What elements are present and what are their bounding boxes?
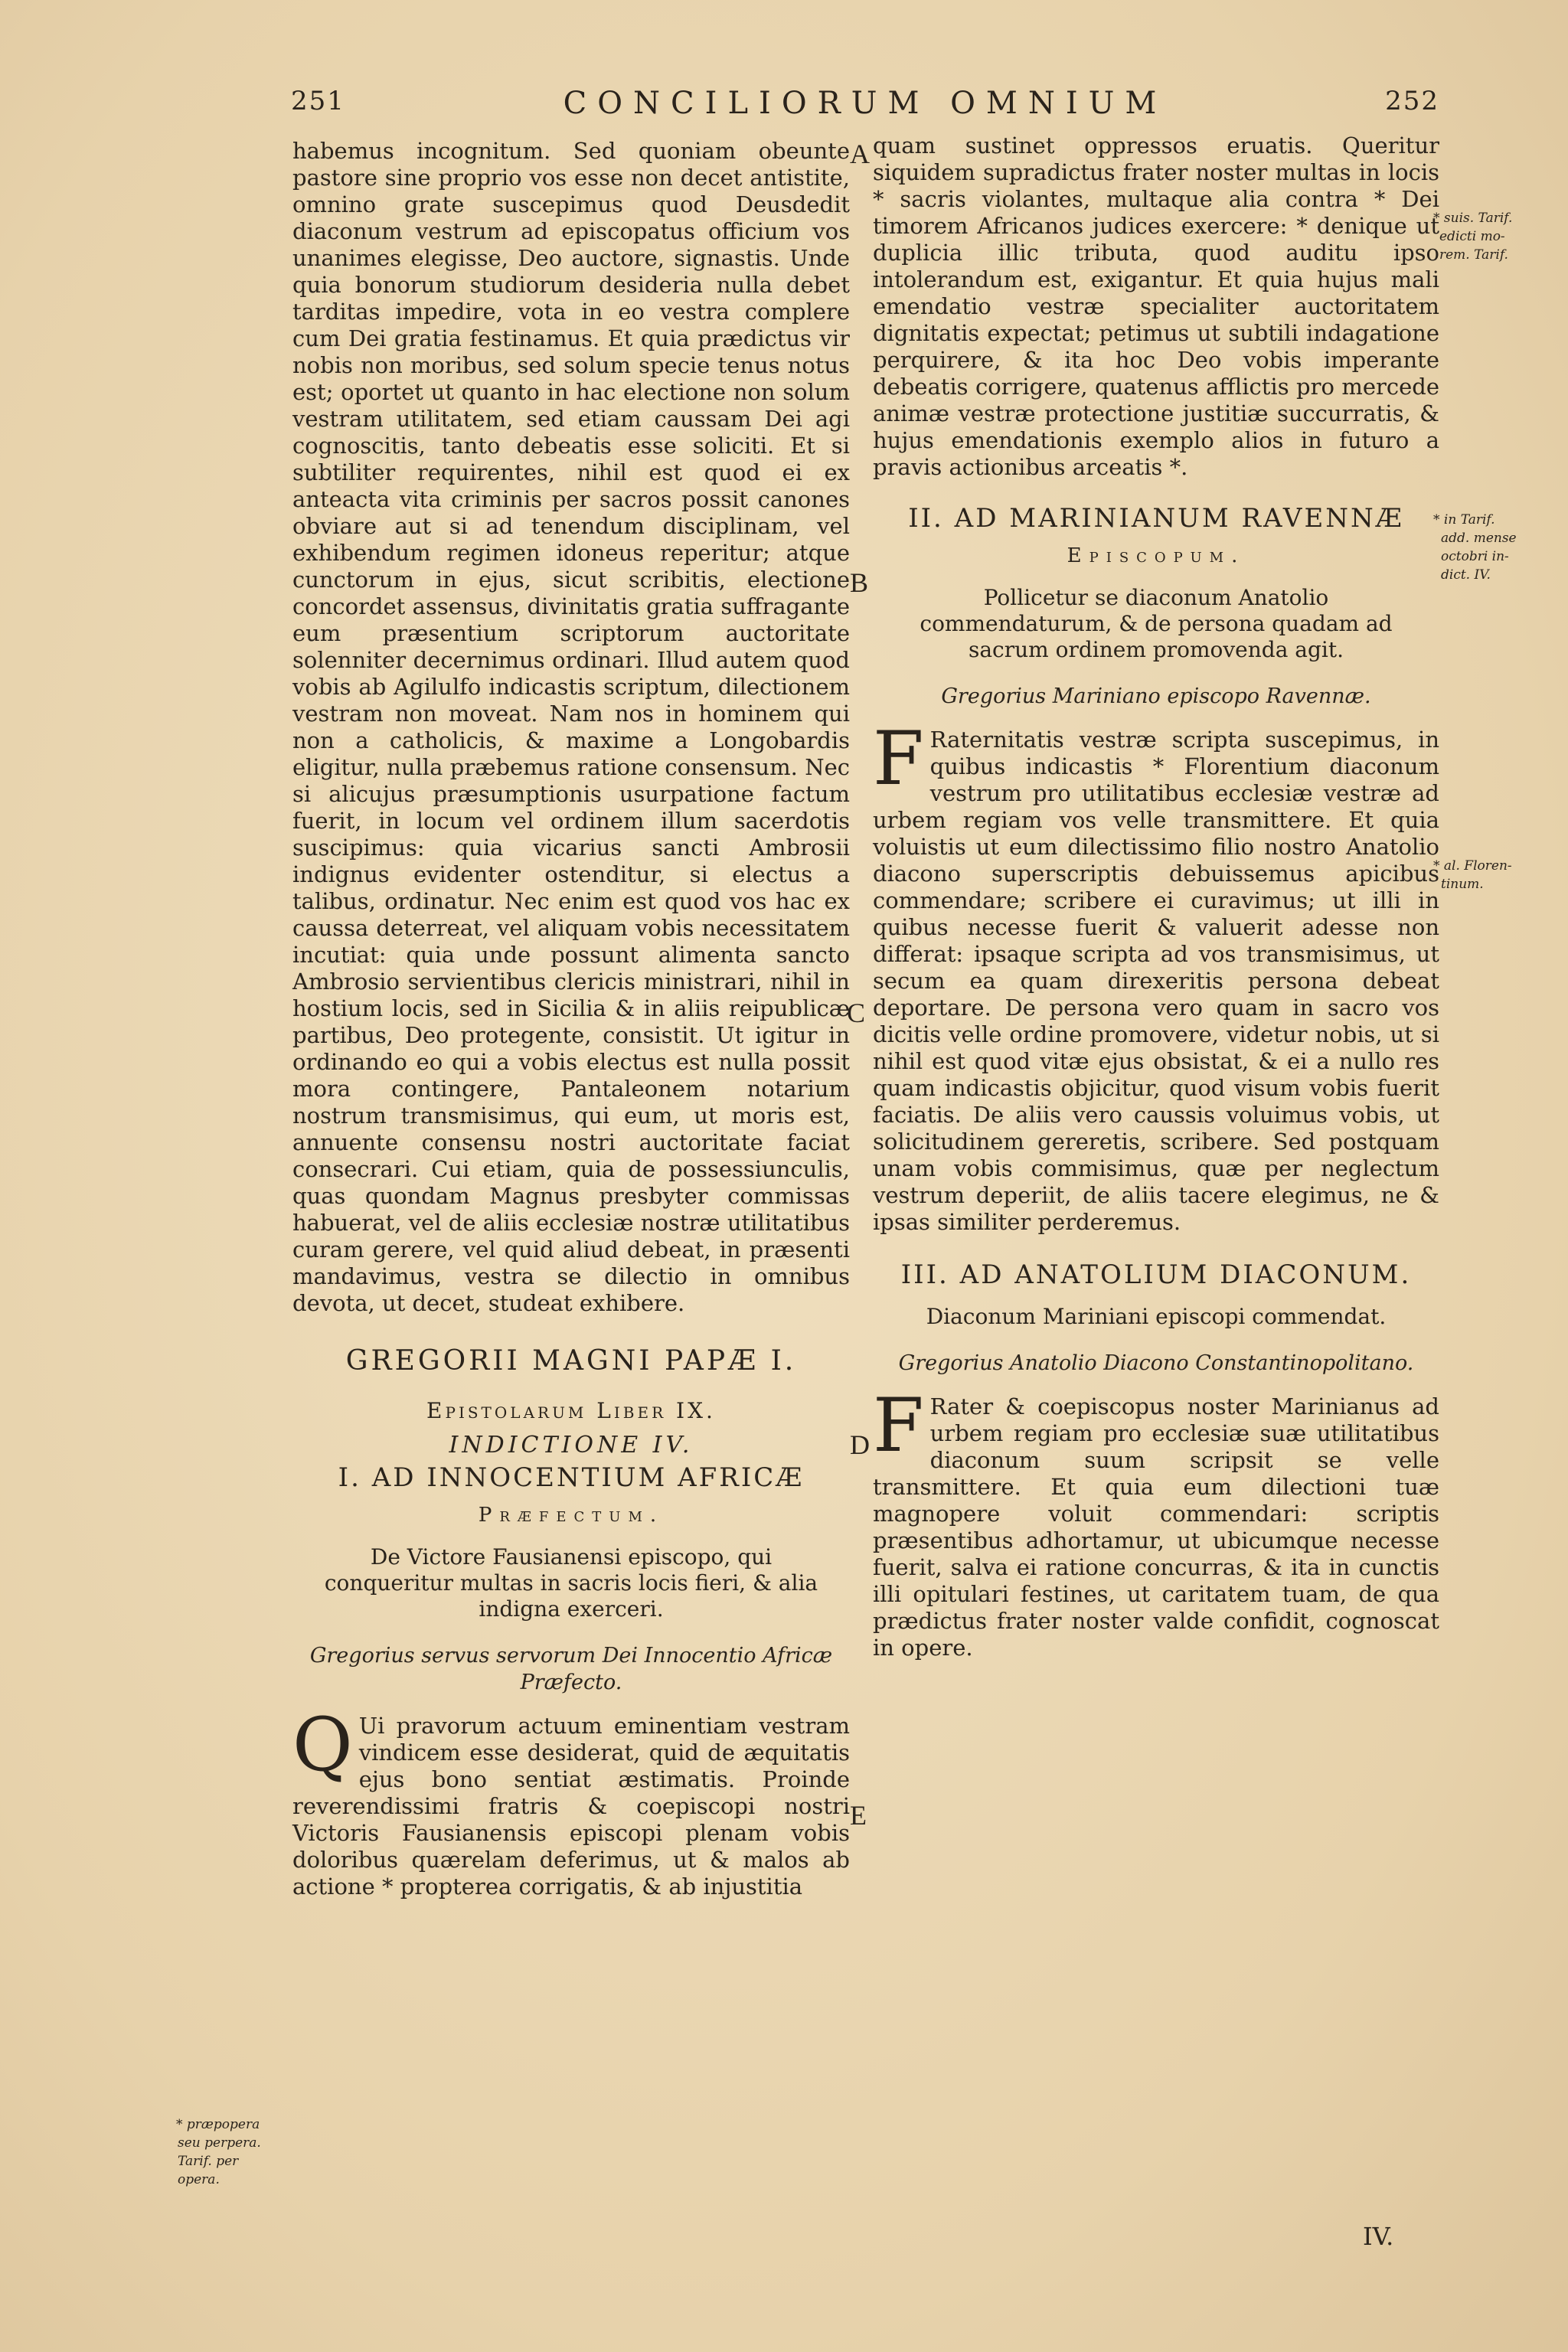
continuation-paragraph: quam sustinet oppressos eruatis. Queritur siquidem supradictus frater noster multas in locis * sacris violantes, multaque alia contra * Dei timorem Africanos judices exercere: * denique ut duplicia illic tributa, quod auditu ipso intolerandum est, exigantur. Et quia hujus mali emendatio vestræ specialiter auctoritatem dignitatis expectat; petimus ut subtili indagatione perquirere, & ita hoc Deo vobis imperante debeatis corrigere, quatenus afflictis pro mercede animæ vestræ protectione justitiæ succurratis, & hujus emendationis exemplo alios in futuro a pravis actionibus arceatis *. [873,132,1439,480]
letter2-title: II. AD MARINIANUM RAVENNÆ [908,503,1404,534]
letter2-address: Gregorius Mariniano episcopo Ravennæ. [941,684,1371,708]
margin-note: edicti mo- [1439,229,1505,244]
letter2-subtitle: Episcopum. [1067,544,1246,567]
margin-note: * suis. Tarif. [1433,211,1513,226]
margin-note: * præpopera [176,2117,260,2132]
left-column [292,138,850,1900]
letter3-initial: F [873,1383,924,1468]
book-title: GREGORII MAGNI PAPÆ I. [345,1345,797,1377]
liber-heading: Epistolarum Liber IX. [426,1398,716,1423]
letter2-initial: F [873,716,924,802]
letter1-body [292,1702,850,1900]
marker-d: D [850,1429,870,1460]
letter1-address: Gregorius servus servorum Dei Innocentio Africæ Præfecto. [309,1644,833,1694]
letter1-subtitle: Præfectum. [478,1504,665,1527]
letter1-text: Ui pravorum actuum eminentiam vestram vindicem esse desiderat, quid de æquitatis ejus bono sentiat æstimatis. Proinde reverendissimi fratris & coepiscopi nostri Victoris Fausianensis episcopi plenam vobis doloribus quærelam deferimus, ut & malos ab actione * propterea corrigatis, & ab injustitia [292,1713,850,1900]
letter2-summary: Pollicetur se diaconum Anatolio commendaturum, & de persona quadam ad sacrum ordinem promovenda agit. [920,585,1393,662]
letter3-address: Gregorius Anatolio Diacono Constantinopolitano. [898,1351,1414,1375]
margin-note: opera. [178,2172,220,2187]
margin-note: rem. Tarif. [1439,247,1508,263]
marker-b: B [850,567,869,598]
letter3-title: III. AD ANATOLIUM DIACONUM. [900,1259,1412,1290]
page-number-left: 251 [291,86,345,116]
margin-note: dict. IV. [1441,567,1491,583]
letter3-summary: Diaconum Mariniani episcopi commendat. [926,1304,1387,1329]
letter3-body [873,1383,1439,1661]
letter2-body [873,716,1439,1236]
letter3-text: Rater & coepiscopus noster Marinianus ad urbem regiam pro ecclesiæ suæ utilitatibus diaconum suum scripsit se velle transmittere. Et quia eum dilectioni tuæ magnopere voluit commendari: scriptis præsentibus adhortamur, ut ubicumque necesse fuerit, salva ei ratione concurras, & ita in cunctis illi opitulari festines, ut caritatem tuam, de qua prædictus frater noster valde confidit, cognoscat in opere. [873,1393,1439,1661]
margin-note: add. mense [1441,531,1517,546]
letter1-initial: Q [292,1702,353,1788]
running-header [291,86,1439,132]
margin-note: octobri in- [1441,549,1509,564]
marker-a: A [850,139,870,169]
marker-c: C [847,998,866,1028]
page-number-right: 252 [1385,86,1439,116]
opening-paragraph: habemus incognitum. Sed quoniam obeunte pastore sine proprio vos esse non decet antistite, omnino grate suscepimus quod Deusdedit diaconum vestrum ad episcopatus officium vos unanimes elegisse, Deo auctore, signastis. Unde quia bonorum studiorum desideria nulla debet tarditas impedire, vota in eo vestra complere cum Dei gratia festinamus. Et quia prædictus vir nobis non moribus, sed solum specie tenus notus est; oportet ut quanto in hac electione non solum vestram utilitatem, sed etiam caussam Dei agi cognoscitis, tanto debeatis esse soliciti. Et si subtiliter requirentes, nihil est quod ei ex anteacta vita criminis per sacros possit canones obviare aut si ad tenendum disciplinam, vel exhibendum regimen idoneus reperitur; atque cunctorum in ejus, sicut scribitis, electione concordet assensus, divinitatis gratia suffragante eum præsentium scriptorum auctoritate solenniter decernimus ordinari. Illud autem quod vobis ab Agilulfo indicastis scriptum, dilectionem vestram non moveat. Nam nos in hominem qui non a catholicis, & maxime a Longobardis eligitur, nulla præbemus ratione consensum. Nec si alicujus præsumptionis usurpatione factum fuerit, in locum vel ordinem illum sacerdotis suscipimus: quia vicarius sancti Ambrosii indignus evidenter ostenditur, si electus a talibus, ordinatur. Nec enim est quod vos hac ex caussa deterreat, vel aliquam vobis necessitatem incutiat: quia unde possunt alimenta sancto Ambrosio servientibus clericis ministrari, nihil in hostium locis, sed in Sicilia & in aliis reipublicæ partibus, Deo protegente, consistit. Ut igitur in ordinando eo qui a vobis electus est nulla possit mora contingere, Pantaleonem notarium nostrum transmisimus, qui eum, ut moris est, annuente consensu nostri auctoritate faciat consecrari. Cui etiam, quia de possessiunculis, quas quondam Magnus presbyter commissas habuerat, vel de aliis ecclesiæ nostræ utilitatibus curam gerere, vel quid aliud debeat, in præsenti mandavimus, vestra se dilectio in omnibus devota, ut decet, studeat exhibere. [292,138,850,1316]
letter1-title: I. AD INNOCENTIUM AFRICÆ [338,1462,805,1493]
indictio-heading: INDICTIONE IV. [449,1432,694,1459]
margin-note: Tarif. per [178,2154,239,2169]
catchword: IV. [1363,2222,1394,2251]
running-title: CONCILIORUM OMNIUM [563,86,1168,121]
marker-e: E [850,1800,867,1831]
margin-note: * al. Floren- [1433,858,1512,874]
right-column [873,132,1439,1661]
letter2-text: Raternitatis vestræ scripta suscepimus, in quibus indicastis * Florentium diaconum vestrum pro utilitatibus ecclesiæ vestræ ad urbem regiam vos velle transmittere. Et quia voluistis ut eum dilectissimo filio nostro Anatolio diacono superscriptis debuissemus apicibus commendare; scribere ei curavimus; ut illi in quibus necesse fuerit & valuerit adesse non differat: ipsaque scripta ad vos transmisimus, ut secum ea quam direxeritis persona debeat deportare. De persona vero quam in sacro vos dicitis velle ordine promovere, videtur nobis, ut si nihil est quod vitæ ejus obsistat, & ei a nullo res quam indicastis objicitur, quod visum vobis fuerit faciatis. De aliis vero caussis voluimus vobis, ut solicitudinem gereretis, scribere. Sed postquam unam vobis commisimus, quæ per neglectum vestrum deperiit, de aliis tacere elegimus, ne & ipsas similiter perderemus. [873,727,1439,1235]
margin-note: seu perpera. [178,2135,261,2151]
margin-note: tinum. [1441,877,1484,892]
margin-note: * in Tarif. [1433,512,1495,528]
letter1-summary: De Victore Fausianensi episcopo, qui conqueritur multas in sacris locis fieri, & alia indigna exerceri. [324,1544,818,1622]
